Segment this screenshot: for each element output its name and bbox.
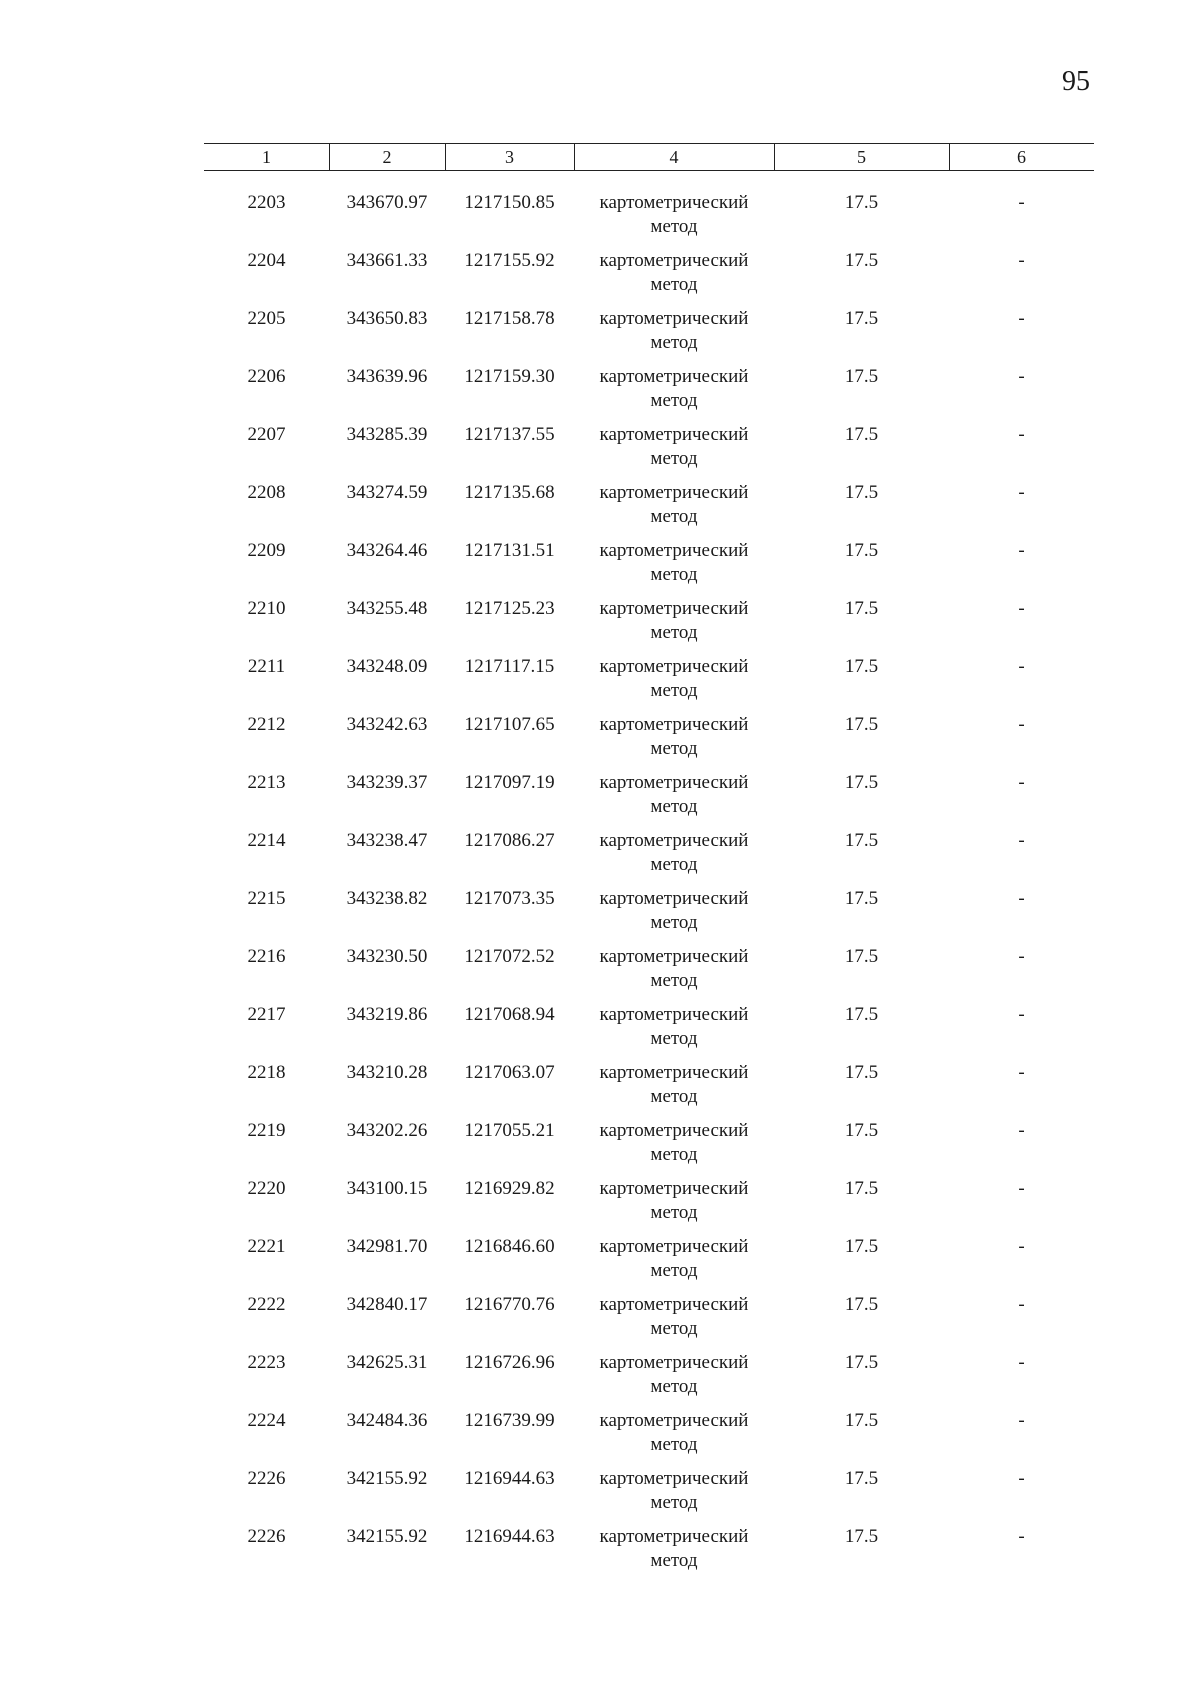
method-text-line-1: картометрический [599,888,749,909]
note-value: - [1018,1352,1025,1373]
coord-x: 343238.47 [346,830,428,851]
point-number: 2204 [247,250,286,271]
coord-y: 1216726.96 [464,1352,555,1373]
accuracy-value: 17.5 [844,308,879,329]
method-text-line-2: метод [650,1028,698,1049]
coord-y: 1217137.55 [464,424,555,445]
method-text-line-1: картометрический [599,308,749,329]
method-text-line-1: картометрический [599,598,749,619]
point-number: 2221 [247,1236,286,1257]
note-value: - [1018,1410,1025,1431]
header-col-1: 1 [262,147,271,167]
coord-x: 343670.97 [346,192,428,213]
method-text-line-2: метод [650,1434,698,1455]
accuracy-value: 17.5 [844,482,879,503]
table-row [204,1287,1094,1345]
coord-y: 1217135.68 [464,482,555,503]
table-row [204,765,1094,823]
point-number: 2203 [247,192,286,213]
method-text-line-2: метод [650,390,698,411]
coord-y: 1216929.82 [464,1178,555,1199]
table-row [204,823,1094,881]
coord-y: 1217125.23 [464,598,555,619]
point-number: 2211 [247,656,286,677]
note-value: - [1018,656,1025,677]
method-cell [574,1235,774,1283]
coord-x: 343285.39 [346,424,428,445]
method-text-line-2: метод [650,1492,698,1513]
note-value: - [1018,1526,1025,1547]
note-value: - [1018,250,1025,271]
coord-y: 1217073.35 [464,888,555,909]
header-col-6: 6 [1017,147,1026,167]
accuracy-value: 17.5 [844,1352,879,1373]
method-text-line-1: картометрический [599,540,749,561]
coord-x: 342840.17 [346,1294,428,1315]
method-text-line-2: метод [650,680,698,701]
header-col-2: 2 [382,147,392,167]
method-text-line-1: картометрический [599,1468,749,1489]
method-cell [574,887,774,935]
note-value: - [1018,1004,1025,1025]
accuracy-value: 17.5 [844,1004,879,1025]
method-text-line-2: метод [650,506,698,527]
accuracy-value: 17.5 [844,424,879,445]
table-row [204,185,1094,243]
method-cell [574,945,774,993]
coord-x: 343239.37 [346,772,428,793]
note-value: - [1018,308,1025,329]
method-cell [574,1467,774,1515]
note-value: - [1018,830,1025,851]
method-text-line-2: метод [650,1260,698,1281]
method-text-line-2: метод [650,274,698,295]
coord-y: 1216739.99 [464,1410,555,1431]
coord-x: 342155.92 [346,1468,428,1489]
accuracy-value: 17.5 [844,1468,879,1489]
method-text-line-2: метод [650,1202,698,1223]
coord-y: 1216770.76 [464,1294,555,1315]
method-cell [574,655,774,703]
header-col-3: 3 [505,147,514,167]
coord-x: 343202.26 [346,1120,428,1141]
point-number: 2226 [247,1468,286,1489]
note-value: - [1018,366,1025,387]
method-text-line-1: картометрический [599,366,749,387]
method-text-line-1: картометрический [599,1178,749,1199]
coord-x: 343274.59 [346,482,428,503]
point-number: 2210 [247,598,286,619]
point-number: 2205 [247,308,286,329]
point-number: 2218 [247,1062,286,1083]
point-number: 2214 [247,830,286,851]
note-value: - [1018,540,1025,561]
method-cell [574,191,774,239]
method-text-line-2: метод [650,1086,698,1107]
coord-x: 343242.63 [346,714,428,735]
method-text-line-2: метод [650,1318,698,1339]
coord-x: 343661.33 [346,250,428,271]
point-number: 2219 [247,1120,286,1141]
table-row [204,939,1094,997]
point-number: 2206 [247,366,286,387]
point-number: 2212 [247,714,286,735]
coord-y: 1216846.60 [464,1236,555,1257]
method-text-line-1: картометрический [599,1236,749,1257]
point-number: 2217 [247,1004,286,1025]
point-number: 2226 [247,1526,286,1547]
coord-y: 1217086.27 [464,830,555,851]
method-cell [574,713,774,761]
note-value: - [1018,1178,1025,1199]
method-text-line-2: метод [650,332,698,353]
accuracy-value: 17.5 [844,1120,879,1141]
note-value: - [1018,714,1025,735]
method-cell [574,365,774,413]
method-cell [574,829,774,877]
point-number: 2207 [247,424,286,445]
method-text-line-1: картометрический [599,1294,749,1315]
accuracy-value: 17.5 [844,656,879,677]
coord-x: 342625.31 [346,1352,428,1373]
method-text-line-2: метод [650,564,698,585]
method-text-line-2: метод [650,854,698,875]
method-text-line-1: картометрический [599,656,749,677]
table-row [204,649,1094,707]
accuracy-value: 17.5 [844,946,879,967]
note-value: - [1018,1236,1025,1257]
method-cell [574,249,774,297]
coord-x: 343100.15 [346,1178,428,1199]
note-value: - [1018,1468,1025,1489]
method-text-line-1: картометрический [599,1062,749,1083]
accuracy-value: 17.5 [844,772,879,793]
coord-y: 1217131.51 [464,540,555,561]
method-cell [574,1177,774,1225]
accuracy-value: 17.5 [844,1062,879,1083]
table-header [204,143,1094,171]
coord-x: 343248.09 [346,656,428,677]
method-text-line-2: метод [650,622,698,643]
note-value: - [1018,772,1025,793]
method-text-line-2: метод [650,1550,698,1571]
page-number: 95 [1062,66,1090,97]
coord-y: 1217117.15 [464,656,555,677]
method-cell [574,539,774,587]
method-text-line-2: метод [650,738,698,759]
coord-x: 342981.70 [346,1236,428,1257]
method-text-line-1: картометрический [599,424,749,445]
table-row [204,1345,1094,1403]
table-row [204,533,1094,591]
coord-y: 1217159.30 [464,366,555,387]
coord-x: 343650.83 [346,308,428,329]
accuracy-value: 17.5 [844,1526,879,1547]
coord-y: 1217063.07 [464,1062,555,1083]
table-row [204,591,1094,649]
table-row [204,417,1094,475]
method-text-line-2: метод [650,912,698,933]
note-value: - [1018,1294,1025,1315]
method-text-line-2: метод [650,796,698,817]
accuracy-value: 17.5 [844,888,879,909]
method-text-line-1: картометрический [599,830,749,851]
accuracy-value: 17.5 [844,192,879,213]
note-value: - [1018,598,1025,619]
note-value: - [1018,192,1025,213]
note-value: - [1018,888,1025,909]
table-row [204,1519,1094,1577]
method-cell [574,1409,774,1457]
coordinates-table [204,143,1094,1577]
method-cell [574,307,774,355]
table-row [204,881,1094,939]
coord-x: 343210.28 [346,1062,428,1083]
table-row [204,1461,1094,1519]
note-value: - [1018,482,1025,503]
coord-y: 1217055.21 [464,1120,555,1141]
coord-x: 343255.48 [346,598,428,619]
table-row [204,359,1094,417]
table-row [204,243,1094,301]
point-number: 2222 [247,1294,286,1315]
accuracy-value: 17.5 [844,1236,879,1257]
method-text-line-1: картометрический [599,1526,749,1547]
method-text-line-1: картометрический [599,192,749,213]
coord-y: 1217107.65 [464,714,555,735]
method-text-line-2: метод [650,216,698,237]
table-row [204,475,1094,533]
method-text-line-2: метод [650,1376,698,1397]
table-row [204,707,1094,765]
table-row [204,1171,1094,1229]
method-text-line-1: картометрический [599,714,749,735]
method-text-line-1: картометрический [599,946,749,967]
accuracy-value: 17.5 [844,830,879,851]
coord-x: 343639.96 [346,366,428,387]
coord-y: 1217155.92 [464,250,555,271]
table-row [204,301,1094,359]
accuracy-value: 17.5 [844,1294,879,1315]
method-text-line-1: картометрический [599,1352,749,1373]
method-text-line-1: картометрический [599,1004,749,1025]
point-number: 2215 [247,888,286,909]
method-text-line-2: метод [650,1144,698,1165]
point-number: 2213 [247,772,286,793]
method-text-line-2: метод [650,448,698,469]
table-row [204,1113,1094,1171]
point-number: 2209 [247,540,286,561]
point-number: 2223 [247,1352,286,1373]
method-cell [574,1351,774,1399]
method-cell [574,1293,774,1341]
table-row [204,997,1094,1055]
accuracy-value: 17.5 [844,714,879,735]
method-cell [574,423,774,471]
table-row [204,1055,1094,1113]
coord-x: 342484.36 [346,1410,428,1431]
table-row [204,1229,1094,1287]
accuracy-value: 17.5 [844,1410,879,1431]
method-cell [574,481,774,529]
coord-y: 1217150.85 [464,192,555,213]
note-value: - [1018,1062,1025,1083]
accuracy-value: 17.5 [844,250,879,271]
coord-x: 343219.86 [346,1004,428,1025]
coord-x: 343238.82 [346,888,428,909]
coord-y: 1216944.63 [464,1468,555,1489]
method-cell [574,1061,774,1109]
coord-x: 343230.50 [346,946,428,967]
coord-y: 1217097.19 [464,772,555,793]
method-cell [574,771,774,819]
method-cell [574,597,774,645]
method-text-line-1: картометрический [599,772,749,793]
method-text-line-1: картометрический [599,1410,749,1431]
note-value: - [1018,424,1025,445]
coord-x: 342155.92 [346,1526,428,1547]
header-col-4: 4 [669,147,679,167]
method-cell [574,1119,774,1167]
method-text-line-2: метод [650,970,698,991]
method-text-line-1: картометрический [599,250,749,271]
method-text-line-1: картометрический [599,1120,749,1141]
point-number: 2224 [247,1410,286,1431]
point-number: 2208 [247,482,286,503]
point-number: 2216 [247,946,286,967]
table-body [204,185,1094,1577]
coord-y: 1217158.78 [464,308,555,329]
coord-y: 1217072.52 [464,946,555,967]
method-cell [574,1525,774,1573]
table-row [204,1403,1094,1461]
coord-y: 1217068.94 [464,1004,555,1025]
coord-x: 343264.46 [346,540,428,561]
method-cell [574,1003,774,1051]
accuracy-value: 17.5 [844,366,879,387]
accuracy-value: 17.5 [844,598,879,619]
method-text-line-1: картометрический [599,482,749,503]
coord-y: 1216944.63 [464,1526,555,1547]
accuracy-value: 17.5 [844,540,879,561]
accuracy-value: 17.5 [844,1178,879,1199]
header-col-5: 5 [857,147,866,167]
point-number: 2220 [247,1178,286,1199]
note-value: - [1018,1120,1025,1141]
note-value: - [1018,946,1025,967]
